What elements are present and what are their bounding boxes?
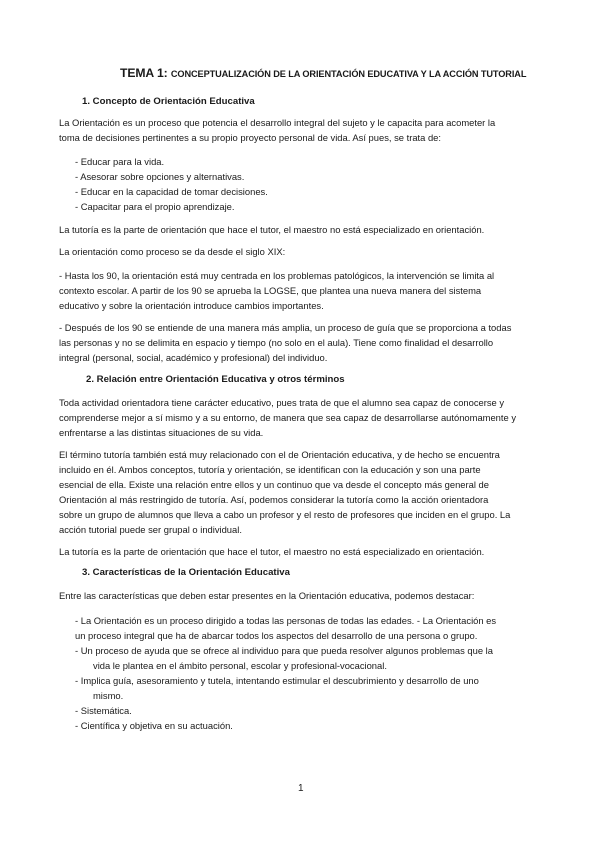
section-1-intro [59,115,537,145]
text-line: Orientación al más restringido de tutoría. Así, podemos considerar la tutoría como la acción orientadora [59,494,489,505]
text-line: educativo y sobre la orientación introduce cambios importantes. [59,300,324,311]
section-2-paragraph-1 [59,395,537,440]
section-2-paragraph-2 [59,447,537,537]
text-line: contexto escolar. A partir de los 90 se aprueba la LOGSE, que plantea una nueva manera del sistema [59,285,482,296]
list-item: - Científica y objetiva en su actuación. [75,720,233,731]
text-line: Entre las características que deben estar presentes en la Orientación educativa, podemos destacar: [59,590,475,601]
list-item: - Educar para la vida. [75,156,165,167]
list-item: - Implica guía, asesoramiento y tutela, intentando estimular el descubrimiento y desarrollo de uno [75,675,479,686]
section-2-paragraph-3 [59,544,537,559]
text-line: las personas y no se delimita en espacio y tiempo (no solo en el aula). Tiene como finalidad el desarrollo [59,337,494,348]
list-item: mismo. [93,690,124,701]
list-item: - La Orientación es un proceso dirigido a todas las personas de todas las edades. - La Orientación es [75,615,497,626]
section-3-heading: 3. Características de la Orientación Educativa [82,567,290,578]
section-1-list [75,154,545,214]
list-item: - Capacitar para el propio aprendizaje. [75,201,235,212]
list-item: - Asesorar sobre opciones y alternativas. [75,171,245,182]
list-item: - Educar en la capacidad de tomar decisiones. [75,186,268,197]
text-line: sobre un grupo de alumnos que lleva a cabo un profesor y el resto de profesores que inciden en el grupo. La [59,509,511,520]
text-line: incluido en él. Ambos conceptos, tutoría y orientación, se identifican con la educación y son una parte [59,464,481,475]
paragraph-tutoria [59,222,537,237]
list-item: vida le plantea en el ámbito personal, escolar y profesional-vocacional. [93,660,387,671]
text-line: La orientación como proceso se da desde el siglo XIX: [59,246,286,257]
text-line: - Hasta los 90, la orientación está muy centrada en los problemas patológicos, la intervención se limita al [59,270,495,281]
list-item: - Sistemática. [75,705,132,716]
list-item: - Un proceso de ayuda que se ofrece al individuo para que pueda resolver algunos problemas que la [75,645,493,656]
text-line: toma de decisiones pertinentes a su propio proyecto personal de vida. Así pues, se trata de: [59,132,442,143]
paragraph-hasta-90 [59,268,537,313]
text-line: integral (personal, social, académico y profesional) del individuo. [59,352,328,363]
text-line: La tutoría es la parte de orientación que hace el tutor, el maestro no está especializado en orientación. [59,224,485,235]
text-line: La Orientación es un proceso que potencia el desarrollo integral del sujeto y le capacita para acometer la [59,117,496,128]
section-2-heading: 2. Relación entre Orientación Educativa y otros términos [86,374,345,385]
page-title [120,66,590,80]
page-number: 1 [298,783,304,794]
text-line: comprenderse mejor a sí mismo y a su entorno, de manera que sea capaz de desarrollarse autónomamente y [59,412,517,423]
paragraph-despues-90 [59,320,537,365]
text-line: - Después de los 90 se entiende de una manera más amplia, un proceso de guía que se proporciona a todas [59,322,512,333]
text-line: La tutoría es la parte de orientación que hace el tutor, el maestro no está especializado en orientación. [59,546,485,557]
title-text: CONCEPTUALIZACIÓN DE LA ORIENTACIÓN EDUCATIVA Y LA ACCIÓN TUTORIAL [170,69,527,79]
section-1-heading: 1. Concepto de Orientación Educativa [82,96,255,107]
paragraph-siglo [59,244,537,259]
section-3-list [75,613,545,733]
text-line: enfrentarse a las distintas situaciones de su vida. [59,427,264,438]
text-line: acción tutorial puede ser grupal o individual. [59,524,242,535]
title-tema: TEMA 1: [120,66,171,80]
text-line: El término tutoría también está muy relacionado con el de Orientación educativa, y de hecho se encuentra [59,449,500,460]
list-item: un proceso integral que ha de abarcar todos los aspectos del desarrollo de una persona o grupo. [75,630,478,641]
text-line: Toda actividad orientadora tiene carácter educativo, pues trata de que el alumno sea capaz de conocerse y [59,397,505,408]
text-line: esencial de ella. Existe una relación entre ellos y un continuo que va desde el concepto más general de [59,479,489,490]
section-3-intro [59,588,537,603]
